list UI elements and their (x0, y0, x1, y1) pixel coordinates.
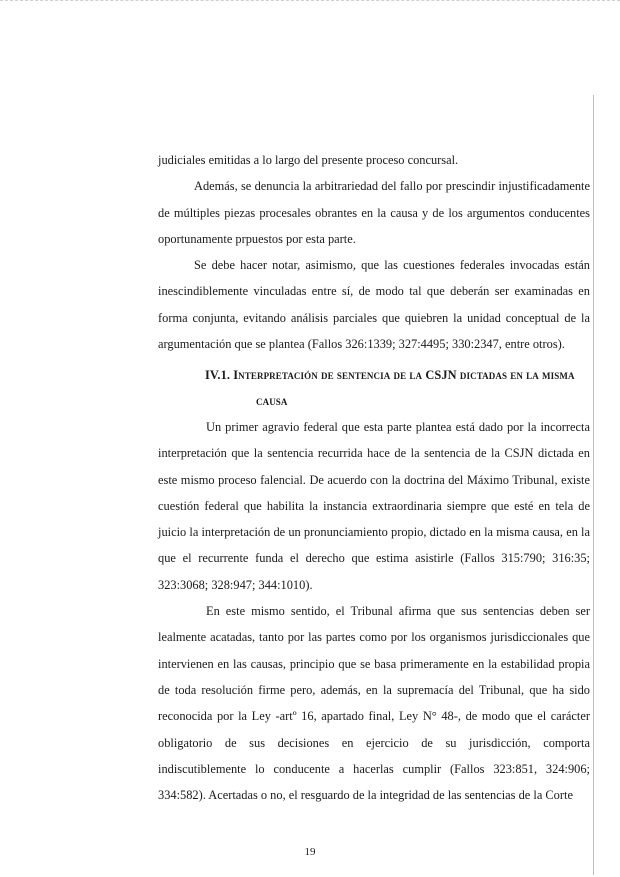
section-heading-line1: IV.1. Interpretación de sentencia de la CSJN dictadas en la misma (205, 368, 575, 382)
paragraph-4: Un primer agravio federal que esta parte plantea está dado por la incorrecta interpretación que la sentencia recurrida hace de la sentencia de la CSJN dictada en este mismo proceso falencial. De acuerdo con la doctrina del Máximo Tribunal, existe cuestión federal que habilita la instancia extraordinaria siempre que esté en tela de juicio la interpretación de un pronunciamiento propio, dictado en la misma causa, en la que el recurrente funda el derecho que estima asistirle (Fallos 315:790; 316:35; 323:3068; 328:947; 344:1010). (158, 420, 590, 592)
section-heading-line2: causa (256, 394, 288, 408)
page-number: 19 (304, 846, 316, 858)
paragraph-3: Se debe hacer notar, asimismo, que las cuestiones federales invocadas están inescindiblemente vinculadas entre sí, de modo tal que deberán ser examinadas en forma conjunta, evitando análisis parciales que quiebren la unidad conceptual de la argumentación que se plantea (Fallos 326:1339; 327:4495; 330:2347, entre otros). (158, 258, 590, 352)
scan-margin-line (593, 95, 594, 875)
section-heading (205, 362, 590, 414)
document-body-top (158, 147, 590, 357)
scan-top-edge (0, 0, 620, 4)
paragraph-5: En este mismo sentido, el Tribunal afirma que sus sentencias deben ser lealmente acatadas, tanto por las partes como por los organismos jurisdiccionales que intervienen en las causas, principio que se basa primeramente en la estabilidad propia de toda resolución firme pero, además, en la supremacía del Tribunal, que ha sido reconocida por la Ley -artº 16, apartado final, Ley N° 48-, de modo que el carácter obligatorio de sus decisiones en ejercicio de su jurisdicción, comporta indiscutiblemente lo conducente a hacerlas cumplir (Fallos 323:851, 324:906; 334:582). Acertadas o no, el resguardo de la integridad de las sentencias de la Corte (158, 604, 590, 803)
paragraph-2: Además, se denuncia la arbitrariedad del fallo por prescindir injustificadamente de múltiples piezas procesales obrantes en la causa y de los argumentos conducentes oportunamente prpuestos por esta parte. (158, 179, 590, 246)
paragraph-1: judiciales emitidas a lo largo del presente proceso concursal. (158, 153, 459, 167)
document-body-bottom (158, 414, 590, 808)
